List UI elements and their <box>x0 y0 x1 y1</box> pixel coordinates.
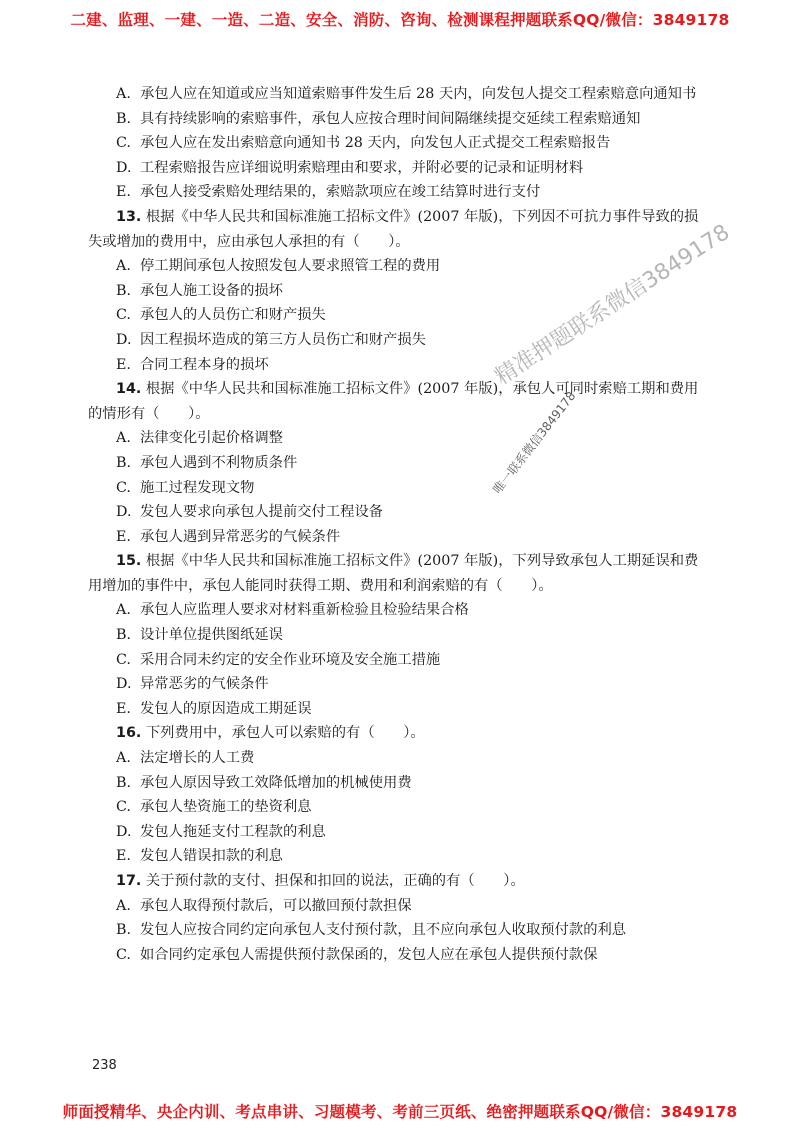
option-item: C. 如合同约定承包人需提供预付款保函的，发包人应在承包人提供预付款保 <box>116 946 598 963</box>
option-item: D. 工程索赔报告应详细说明索赔理由和要求，并附必要的记录和证明材料 <box>116 159 584 176</box>
option-item: B. 发包人应按合同约定向承包人支付预付款，且不应向承包人收取预付款的利息 <box>116 922 627 939</box>
option-item: C. 承包人的人员伤亡和财产损失 <box>116 307 326 324</box>
option-item: E. 承包人遇到异常恶劣的气候条件 <box>116 528 341 545</box>
question-15-stem: 15. 根据《中华人民共和国标准施工招标文件》(2007 年版)，下列导致承包人工期延误和费用增加的事件中，承包人能同时获得工期、费用和利润索赔的有（ ）。 <box>88 553 699 594</box>
footer-banner: 师面授精华、央企内训、考点串讲、习题模考、考前三页纸、绝密押题联系QQ/微信：3849178 <box>62 1103 738 1121</box>
watermark-small: 唯一联系微信3849178 <box>490 388 579 497</box>
option-item: D. 异常恶劣的气候条件 <box>116 676 269 693</box>
question-13-stem: 13. 根据《中华人民共和国标准施工招标文件》(2007 年版)，下列因不可抗力事件导致的损失或增加的费用中，应由承包人承担的有（ ）。 <box>88 208 699 250</box>
option-item: D. 发包人拖延支付工程款的利息 <box>116 823 326 840</box>
option-item: E. 发包人的原因造成工期延误 <box>116 700 312 717</box>
option-item: A. 承包人应监理人要求对材料重新检验且检验结果合格 <box>116 602 469 619</box>
option-item: A. 承包人取得预付款后，可以撤回预付款担保 <box>116 897 412 914</box>
option-item: C. 施工过程发现文物 <box>116 479 255 496</box>
option-item: A. 承包人应在知道或应当知道索赔事件发生后 28 天内，向发包人提交工程索赔意向通知书 <box>116 86 697 102</box>
option-item: E. 承包人接受索赔处理结果的，索赔款项应在竣工结算时进行支付 <box>116 184 541 201</box>
option-item: E. 合同工程本身的损坏 <box>116 356 269 373</box>
option-item: E. 发包人错误扣款的利息 <box>116 848 283 865</box>
option-item: C. 采用合同未约定的安全作业环境及安全施工措施 <box>116 651 441 668</box>
option-item: B. 承包人遇到不利物质条件 <box>116 454 298 471</box>
question-16-stem: 16. 下列费用中，承包人可以索赔的有（ ）。 <box>116 725 425 742</box>
watermark-large: 精准押题联系微信3849178 <box>490 219 735 391</box>
option-item: C. 承包人垫资施工的垫资利息 <box>116 799 312 816</box>
page-content <box>88 82 708 967</box>
option-item: A. 停工期间承包人按照发包人要求照管工程的费用 <box>116 258 441 275</box>
lead-options <box>88 82 708 205</box>
page-number: 238 <box>92 1058 117 1073</box>
option-item: B. 承包人原因导致工效降低增加的机械使用费 <box>116 774 412 791</box>
header-banner: 二建、监理、一建、一造、二造、安全、消防、咨询、检测课程押题联系QQ/微信：3849178 <box>70 11 730 29</box>
option-item: D. 因工程损坏造成的第三方人员伤亡和财产损失 <box>116 331 426 348</box>
option-item: B. 承包人施工设备的损坏 <box>116 282 283 299</box>
option-item: B. 具有持续影响的索赔事件，承包人应按合理时间间隔继续提交延续工程索赔通知 <box>116 110 641 127</box>
question-17-stem: 17. 关于预付款的支付、担保和扣回的说法，正确的有（ ）。 <box>116 873 525 889</box>
option-item: C. 承包人应在发出索赔意向通知书 28 天内，向发包人正式提交工程索赔报告 <box>116 135 611 152</box>
option-item: B. 设计单位提供图纸延误 <box>116 627 283 644</box>
option-item: A. 法定增长的人工费 <box>116 750 255 767</box>
option-item: D. 发包人要求向承包人提前交付工程设备 <box>116 504 384 521</box>
question-14-stem: 14. 根据《中华人民共和国标准施工招标文件》(2007 年版)，承包人可同时索赔工期和费用的情形有（ ）。 <box>88 381 699 422</box>
option-item: A. 法律变化引起价格调整 <box>116 430 283 447</box>
